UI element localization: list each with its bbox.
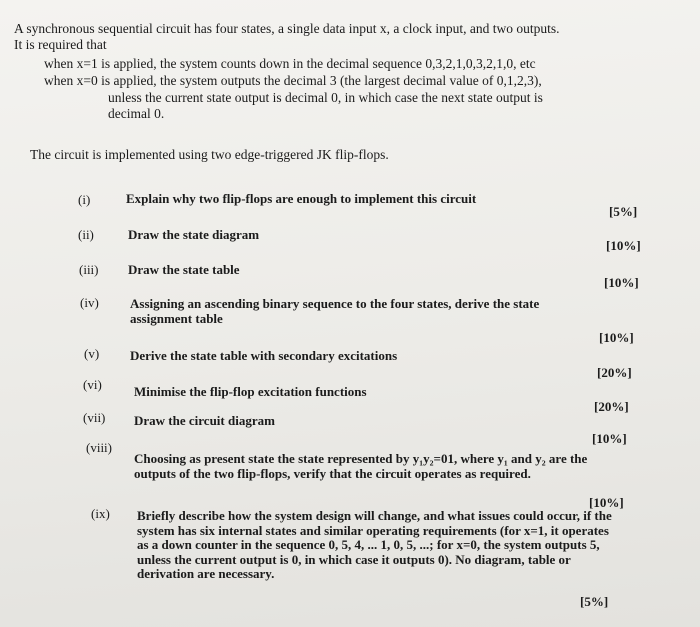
intro-line-2: It is required that [14, 37, 107, 52]
question-text: Assigning an ascending binary sequence to the four states, derive the state assignment table [130, 296, 540, 326]
question-text: Draw the state table [128, 262, 240, 277]
intro-line-3: when x=1 is applied, the system counts down in the decimal sequence 0,3,2,1,0,3,2,1,0, etc [44, 56, 536, 71]
question-number: (viii) [86, 440, 112, 455]
question-number: (iv) [80, 295, 99, 310]
question-marks: [20%] [594, 399, 629, 414]
intro-line-6: decimal 0. [108, 106, 165, 121]
intro-line-4: when x=0 is applied, the system outputs the decimal 3 (the largest decimal value of 0,1,2,3), [44, 73, 542, 88]
question-marks: [5%] [580, 594, 609, 609]
intro-line-1: A synchronous sequential circuit has four states, a single data input x, a clock input, and two outputs. [14, 21, 560, 36]
question-text: Choosing as present state the state represented by y₁y₂=01, where y₁ and y₂ are the outputs of the two flip-flops, verify that the circuit operates as required. [134, 451, 588, 481]
question-text: Explain why two flip-flops are enough to implement this circuit [126, 191, 477, 206]
question-number: (v) [84, 346, 100, 361]
question-number: (iii) [79, 262, 99, 277]
question-number: (ii) [78, 227, 94, 242]
question-number: (i) [78, 192, 91, 207]
question-marks: [10%] [599, 330, 634, 345]
question-number: (ix) [91, 506, 110, 521]
implementation-text: The circuit is implemented using two edge-triggered JK flip-flops. [30, 147, 389, 162]
question-marks: [10%] [604, 275, 639, 290]
intro-line-5: unless the current state output is decimal 0, in which case the next state output is [108, 90, 543, 105]
question-marks: [20%] [597, 365, 632, 380]
question-marks: [10%] [592, 431, 627, 446]
question-text: Derive the state table with secondary excitations [130, 348, 398, 363]
question-number: (vii) [83, 410, 106, 425]
question-marks: [10%] [589, 495, 624, 510]
question-marks: [10%] [606, 238, 641, 253]
question-text: Briefly describe how the system design will change, and what issues could occur, if the system has six internal states and similar operating requirements (for x=1, it operates as a down counter in the sequence 0, 5, 4, ... 1, 0, 5, ...; for x=0, the system outputs 5, unless the current output is 0, in which case it outputs 0). No diagram, table or derivation are necessary. [137, 508, 612, 581]
question-text: Draw the state diagram [128, 227, 260, 242]
question-number: (vi) [83, 377, 102, 392]
question-marks: [5%] [609, 204, 638, 219]
question-text: Draw the circuit diagram [134, 413, 275, 428]
question-text: Minimise the flip-flop excitation functions [134, 384, 367, 399]
